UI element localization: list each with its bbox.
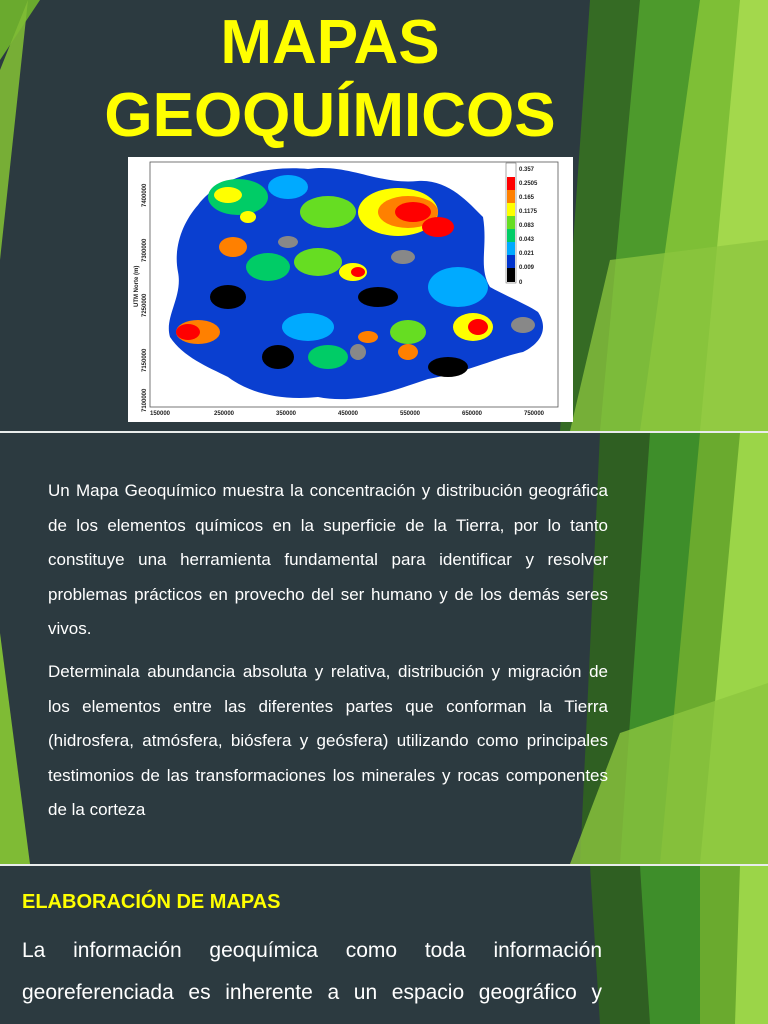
title-line-1: MAPAS [220,8,440,77]
x-tick: 250000 [214,411,235,417]
legend-swatch-1 [507,177,515,190]
y-tick: 7250000 [142,293,148,317]
geochemical-map-figure [128,157,573,422]
x-tick: 650000 [462,411,483,417]
y-tick: 7100000 [142,388,148,412]
legend-swatch-4 [507,216,515,229]
legend-swatch-0 [507,164,515,177]
y-tick: 7300000 [142,238,148,262]
x-tick: 450000 [338,411,359,417]
legend-swatch-6 [507,242,515,255]
legend-label-0: 0.357 [519,167,535,173]
legend-label-8: 0 [519,280,523,286]
x-tick: 150000 [150,411,171,417]
y-axis-label: UTM Norte (m) [134,265,140,307]
y-tick: 7400000 [142,183,148,207]
x-tick: 350000 [276,411,297,417]
slide-elaboration [0,866,768,1024]
x-tick: 550000 [400,411,421,417]
x-tick: 750000 [524,411,545,417]
elaboration-paragraph: La información geoquímica como toda información georeferenciada es inherente a un espacio geográfico y [22,939,602,1004]
map-legend [506,163,538,286]
slide-title [0,0,768,431]
geochemical-map [128,157,573,422]
definition-paragraph-2: Determinala abundancia absoluta y relativa, distribución y migración de los elementos entre las diferentes partes que conforman la Tierra (hidrosfera, atmósfera, biósfera y geósfera) utilizando como principales testimonios de las transformaciones los minerales y rocas componentes de la corteza [48,662,608,819]
legend-label-4: 0.083 [519,223,535,229]
x-axis [150,411,545,417]
y-axis [134,183,148,412]
legend-label-3: 0.1175 [519,209,538,215]
legend-swatch-3 [507,203,515,216]
legend-swatch-7 [507,255,515,268]
section-heading: ELABORACIÓN DE MAPAS [22,891,281,913]
legend-label-5: 0.043 [519,237,535,243]
title-line-2: GEOQUÍMICOS [104,81,556,150]
legend-label-7: 0.009 [519,265,535,271]
y-tick: 7150000 [142,348,148,372]
legend-swatch-8 [507,268,515,282]
legend-swatch-2 [507,190,515,203]
slide-definition [0,433,768,864]
legend-label-6: 0.021 [519,251,535,257]
legend-swatch-5 [507,229,515,242]
legend-label-1: 0.2505 [519,181,538,187]
definition-paragraph-1: Un Mapa Geoquímico muestra la concentración y distribución geográfica de los elementos químicos en la superficie de la Tierra, por lo tanto constituye una herramienta fundamental para identificar y resolver problemas prácticos en provecho del ser humano y de los demás seres vivos. [48,481,608,638]
legend-label-2: 0.165 [519,195,535,201]
